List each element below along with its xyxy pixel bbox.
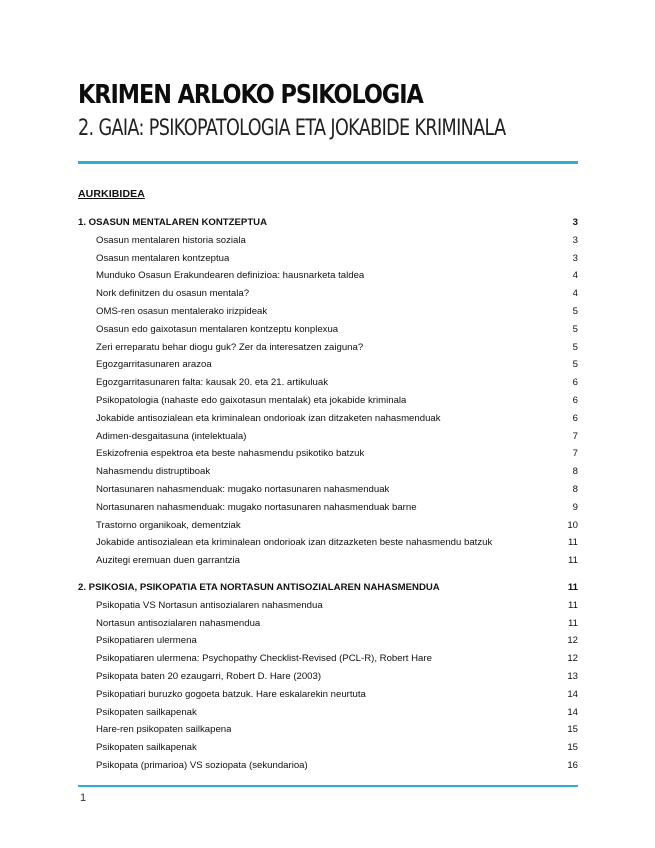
toc-section-page: 11	[567, 581, 578, 593]
toc-entry[interactable]	[78, 517, 578, 535]
toc-entry-label: Nortasunaren nahasmenduak: mugako nortasunaren nahasmenduak	[96, 483, 390, 495]
toc-entry-label: Osasun mentalaren kontzeptua	[96, 252, 230, 264]
document-subtitle: 2. GAIA: PSIKOPATOLOGIA ETA JOKABIDE KRIMINALA	[78, 116, 506, 141]
toc-entry-page: 3	[572, 234, 578, 246]
toc-entry-page: 7	[572, 448, 578, 460]
toc-entry-label: Psikopatia VS Nortasun antisozialaren nahasmendua	[96, 599, 323, 611]
toc-entry-label: Osasun edo gaixotasun mentalaren kontzeptu konplexua	[96, 323, 339, 335]
toc-entry-page: 7	[572, 430, 578, 442]
toc-entry-page: 5	[572, 323, 578, 335]
toc-entry[interactable]	[78, 721, 578, 739]
toc-entry-page: 3	[572, 252, 578, 264]
toc-entry[interactable]	[78, 739, 578, 757]
toc-entry[interactable]	[78, 321, 578, 339]
header-divider	[78, 161, 578, 164]
toc-entry-page: 9	[572, 501, 578, 513]
toc-entry-label: Psikopatologia (nahaste edo gaixotasun mentalak) eta jokabide kriminala	[96, 394, 407, 406]
toc-entry-page: 15	[567, 724, 578, 736]
toc-entry[interactable]	[78, 339, 578, 357]
toc-entry-label: Egozgarritasunaren falta: kausak 20. eta 21. artikuluak	[96, 377, 328, 389]
toc-entry[interactable]	[78, 650, 578, 668]
toc-entry-page: 6	[572, 394, 578, 406]
toc-entry-label: Trastorno organikoak, dementziak	[96, 519, 241, 531]
toc-entry-label: OMS-ren osasun mentalerako irizpideak	[96, 305, 268, 317]
toc-entry-page: 4	[572, 270, 578, 282]
toc-entry-label: Nahasmendu distruptiboak	[96, 466, 211, 478]
toc-entry[interactable]	[78, 463, 578, 481]
toc-entry-page: 10	[567, 519, 578, 531]
toc-entry-label: Nortasunaren nahasmenduak: mugako nortasunaren nahasmenduak barne	[96, 501, 417, 513]
toc-entry-label: Jokabide antisozialean eta kriminalean ondorioak izan ditzazketen beste nahasmendu batzuk	[96, 537, 493, 549]
toc-entry-page: 6	[572, 412, 578, 424]
toc-section-label: 2. PSIKOSIA, PSIKOPATIA ETA NORTASUN ANTISOZIALAREN NAHASMENDUA	[78, 581, 440, 593]
toc-entry-page: 8	[572, 466, 578, 478]
toc-entry[interactable]	[78, 428, 578, 446]
toc-entry[interactable]	[78, 250, 578, 268]
toc-entry[interactable]	[78, 615, 578, 633]
toc-entry[interactable]	[78, 445, 578, 463]
toc-entry-page: 5	[572, 305, 578, 317]
toc-entry[interactable]	[78, 704, 578, 722]
toc-entry-page: 16	[567, 759, 578, 771]
toc-entry-label: Psikopaten sailkapenak	[96, 706, 197, 718]
section-gap	[78, 570, 578, 579]
toc-entry[interactable]	[78, 552, 578, 570]
toc-entry-label: Psikopata baten 20 ezaugarri, Robert D. Hare (2003)	[96, 670, 322, 682]
toc-entry-label: Psikopata (primarioa) VS soziopata (sekundarioa)	[96, 759, 308, 771]
toc-entry-label: Auzitegi eremuan duen garrantzia	[96, 555, 240, 567]
toc-entry[interactable]	[78, 392, 578, 410]
toc-entry-label: Nortasun antisozialaren nahasmendua	[96, 617, 261, 629]
toc-entry[interactable]	[78, 499, 578, 517]
toc-entry-label: Psikopaten sailkapenak	[96, 742, 197, 754]
toc-entry-label: Nork definitzen du osasun mentala?	[96, 288, 250, 300]
table-of-contents	[78, 214, 578, 775]
toc-entry-label: Osasun mentalaren historia soziala	[96, 234, 246, 246]
toc-entry[interactable]	[78, 374, 578, 392]
toc-entry-page: 5	[572, 359, 578, 371]
toc-entry-page: 5	[572, 341, 578, 353]
toc-entry[interactable]	[78, 303, 578, 321]
toc-entry[interactable]	[78, 757, 578, 775]
toc-heading: AURKIBIDEA	[78, 188, 145, 200]
toc-entry[interactable]	[78, 481, 578, 499]
toc-entry-page: 14	[567, 706, 578, 718]
toc-entry-page: 8	[572, 483, 578, 495]
toc-section-entry[interactable]	[78, 214, 578, 232]
toc-entry-page: 12	[567, 653, 578, 665]
toc-section-label: 1. OSASUN MENTALAREN KONTZEPTUA	[78, 217, 268, 228]
toc-entry-label: Egozgarritasunaren arazoa	[96, 359, 212, 371]
toc-entry[interactable]	[78, 668, 578, 686]
toc-entry-page: 11	[568, 617, 578, 629]
toc-entry-page: 11	[568, 599, 578, 611]
toc-entry-page: 11	[568, 555, 578, 567]
toc-entry-label: Psikopatiaren ulermena	[96, 635, 197, 647]
toc-entry[interactable]	[78, 267, 578, 285]
toc-entry[interactable]	[78, 232, 578, 250]
toc-entry[interactable]	[78, 410, 578, 428]
toc-entry[interactable]	[78, 534, 578, 552]
toc-entry[interactable]	[78, 597, 578, 615]
toc-entry-label: Munduko Osasun Erakundearen definizioa: hausnarketa taldea	[96, 270, 365, 282]
toc-entry-label: Eskizofrenia espektroa eta beste nahasmendu psikotiko batzuk	[96, 448, 365, 460]
toc-entry-page: 12	[567, 635, 578, 647]
toc-entry-page: 11	[568, 537, 578, 549]
toc-entry-label: Psikopatiaren ulermena: Psychopathy Checklist-Revised (PCL-R), Robert Hare	[96, 653, 432, 665]
page-number: 1	[80, 792, 87, 804]
toc-entry-page: 13	[567, 670, 578, 682]
toc-entry[interactable]	[78, 686, 578, 704]
document-title: KRIMEN ARLOKO PSIKOLOGIA	[78, 80, 423, 110]
toc-entry-page: 4	[572, 288, 578, 300]
toc-entry-label: Hare-ren psikopaten sailkapena	[96, 724, 232, 736]
toc-entry[interactable]	[78, 285, 578, 303]
toc-entry-label: Adimen-desgaitasuna (intelektuala)	[96, 430, 247, 442]
toc-entry[interactable]	[78, 632, 578, 650]
toc-section-page: 3	[572, 217, 578, 228]
toc-entry-page: 14	[567, 688, 578, 700]
toc-entry[interactable]	[78, 356, 578, 374]
toc-entry-page: 15	[567, 742, 578, 754]
toc-entry-page: 6	[572, 377, 578, 389]
toc-entry-label: Zeri erreparatu behar diogu guk? Zer da interesatzen zaiguna?	[96, 341, 364, 353]
toc-entry-label: Psikopatiari buruzko gogoeta batzuk. Hare eskalarekin neurtuta	[96, 688, 366, 700]
footer-divider	[78, 785, 578, 787]
toc-entry-label: Jokabide antisozialean eta kriminalean ondorioak izan ditzaketen nahasmenduak	[96, 412, 441, 424]
toc-section-entry[interactable]	[78, 579, 578, 597]
